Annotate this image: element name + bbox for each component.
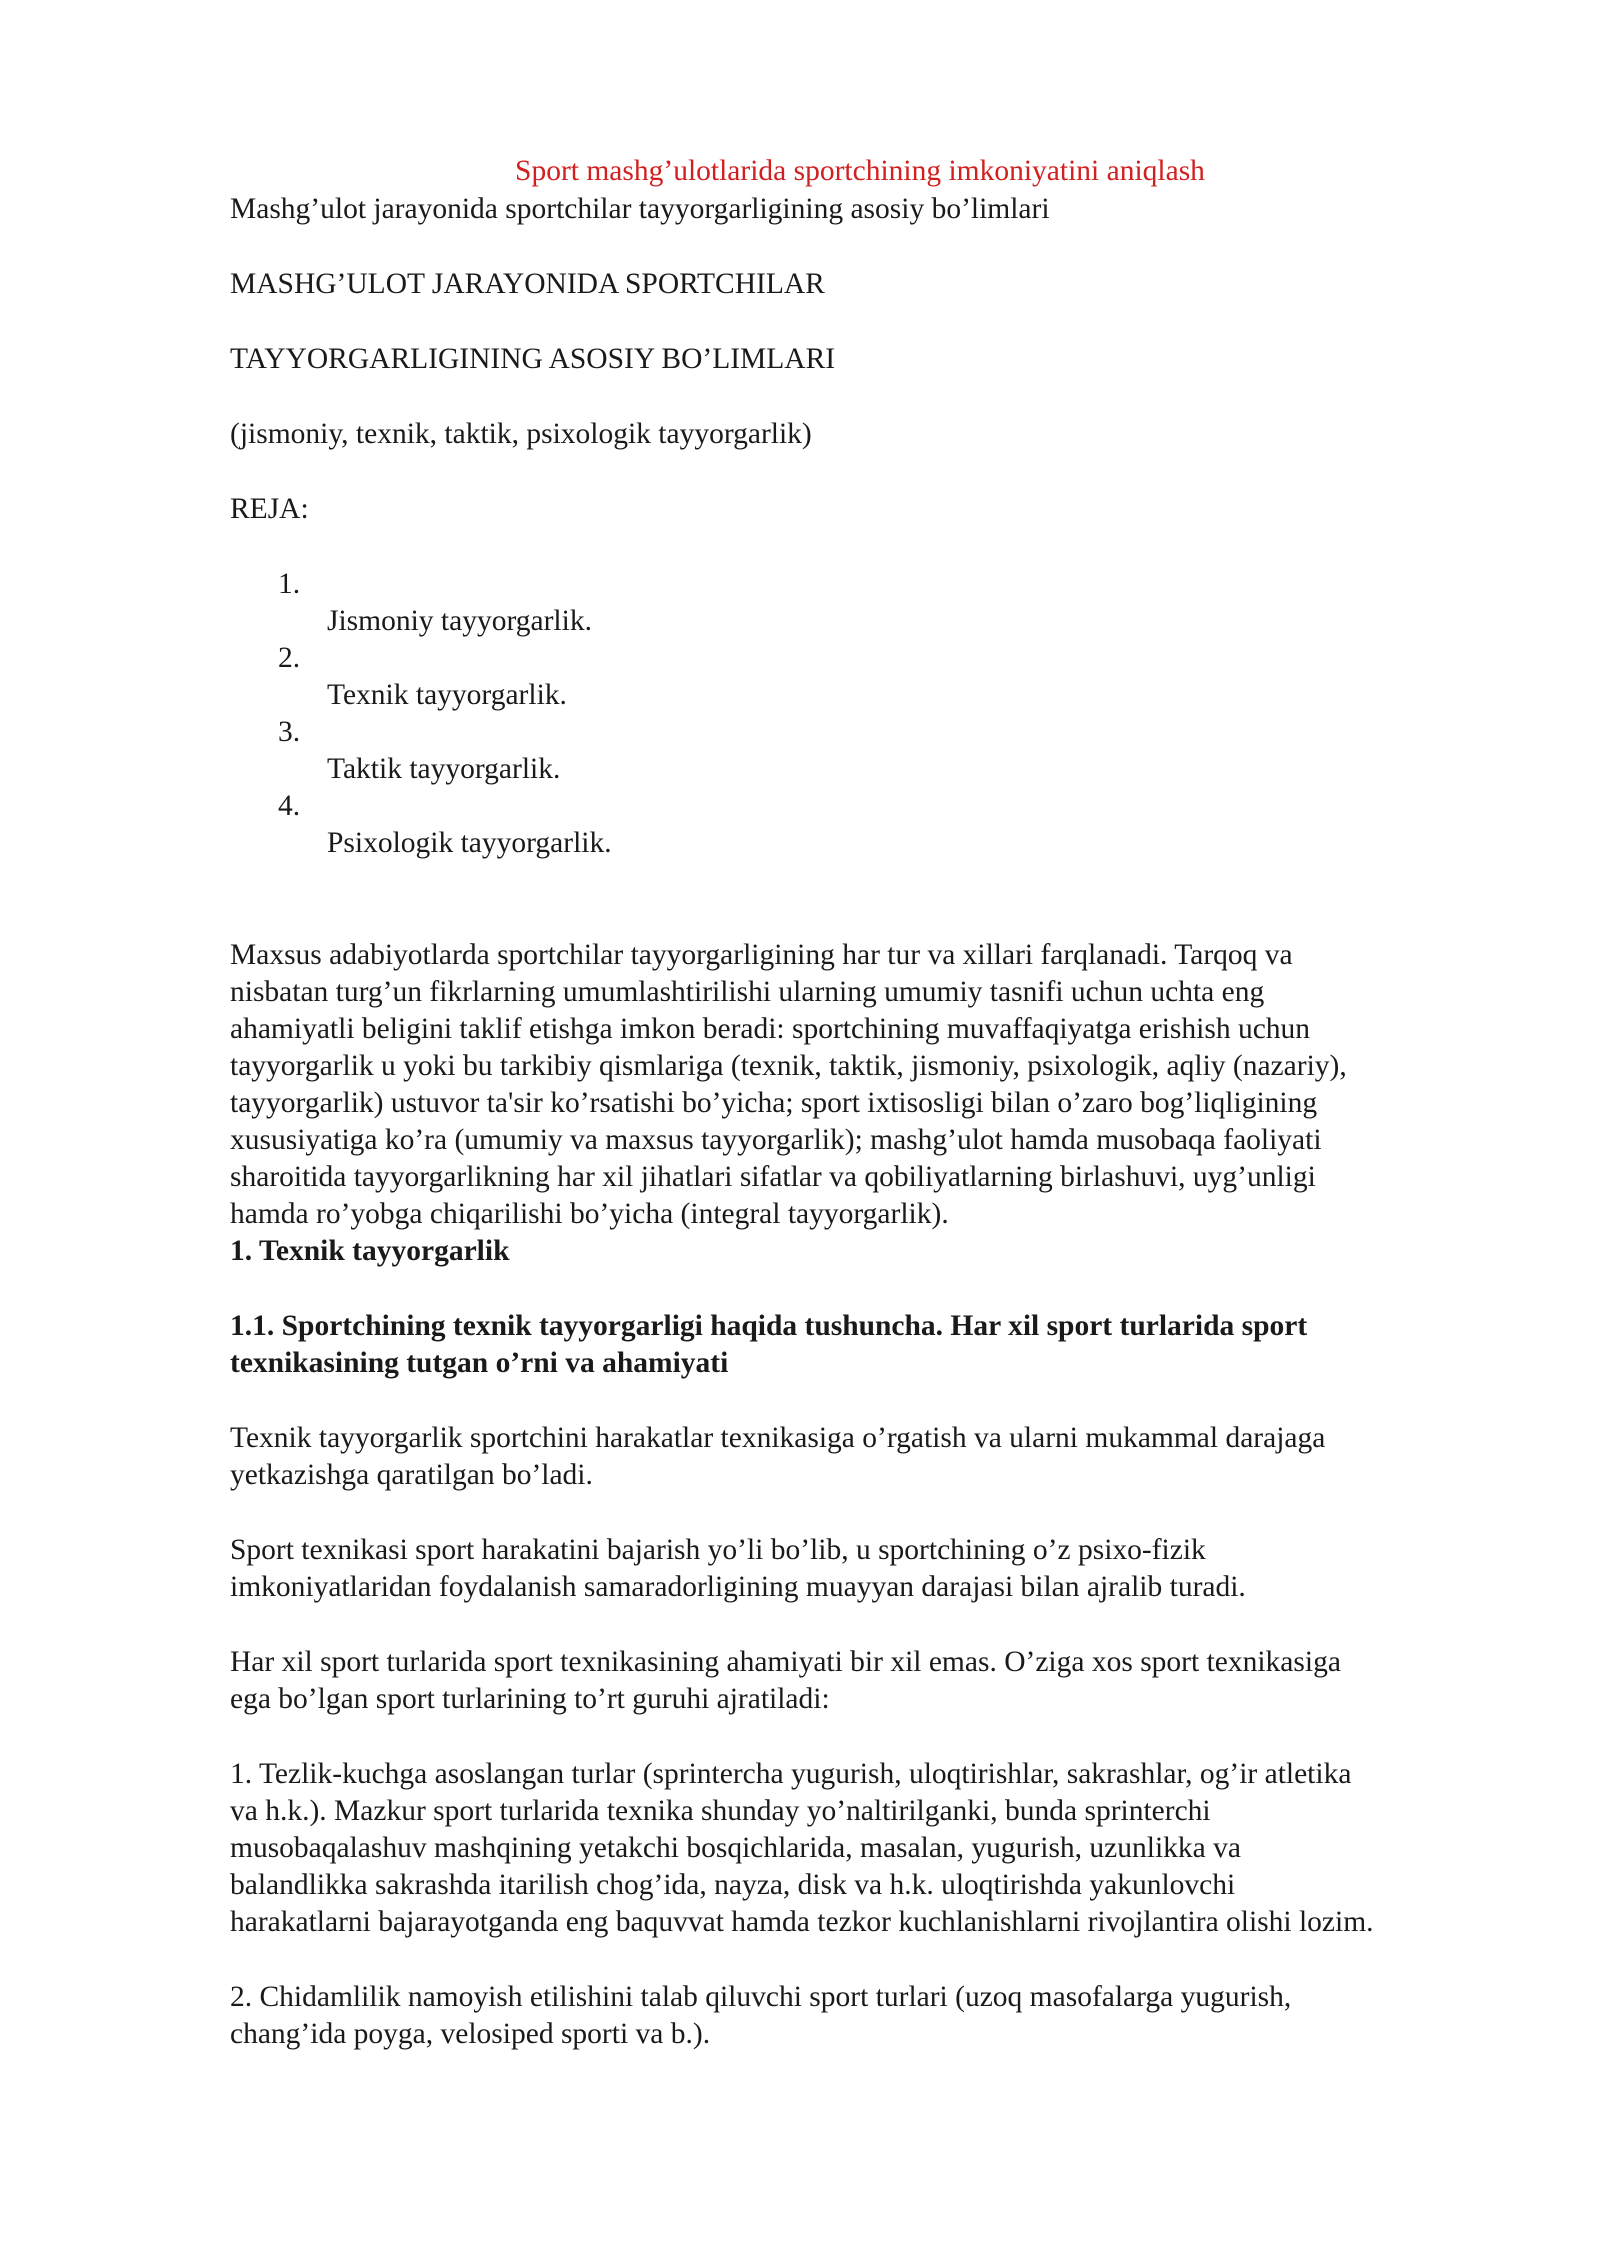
group-1-paragraph — [230, 1756, 1510, 1941]
document-title: Sport mashg’ulotlarida sportchining imkoniyatini aniqlash — [515, 155, 1205, 187]
sport-groups-paragraph — [230, 1644, 1510, 1718]
paragraph-line: harakatlarni bajarayotganda eng baquvvat hamda tezkor kuchlanishlarni rivojlantira olishi lozim. — [230, 1906, 1374, 1938]
paragraph-line: imkoniyatlaridan foydalanish samaradorligining muayyan darajasi bilan ajralib turadi. — [230, 1571, 1246, 1603]
paragraph-line: hamda ro’yobga chiqarilishi bo’yicha (integral tayyorgarlik). — [230, 1198, 949, 1230]
plan-label: REJA: — [230, 493, 309, 525]
sport-technique-paragraph — [230, 1532, 1510, 1606]
section-1-1-heading — [230, 1308, 1510, 1382]
paragraph-line: va h.k.). Mazkur sport turlarida texnika shunday yo’naltirilganki, bunda sprinterchi — [230, 1795, 1211, 1827]
paragraph-line: ahamiyatli beligini taklif etishga imkon beradi: sportchining muvaffaqiyatga erishish uchun — [230, 1013, 1311, 1045]
section-1-heading: 1. Texnik tayyorgarlik — [230, 1235, 510, 1267]
paragraph-line: 2. Chidamlilik namoyish etilishini talab qiluvchi sport turlari (uzoq masofalarga yugurish, — [230, 1981, 1292, 2013]
paragraph-line: Har xil sport turlarida sport texnikasining ahamiyati bir xil emas. O’ziga xos sport texnikasiga — [230, 1646, 1341, 1678]
paragraph-line: Texnik tayyorgarlik sportchini harakatlar texnikasiga o’rgatish va ularni mukammal darajaga — [230, 1422, 1326, 1454]
group-2-paragraph — [230, 1979, 1510, 2053]
paragraph-line: nisbatan turg’un fikrlarning umumlashtirilishi ularning umumiy tasnifi uchun uchta eng — [230, 976, 1265, 1008]
section-heading-line-1: MASHG’ULOT JARAYONIDA SPORTCHILAR — [230, 268, 825, 300]
paragraph-line: Maxsus adabiyotlarda sportchilar tayyorgarligining har tur va xillari farqlanadi. Tarqoq va — [230, 939, 1293, 971]
plan-item-number: 2. — [278, 642, 301, 674]
heading-line: texnikasining tutgan o’rni va ahamiyati — [230, 1347, 729, 1379]
paragraph-line: yetkazishga qaratilgan bo’ladi. — [230, 1459, 593, 1491]
plan-item-text: Psixologik tayyorgarlik. — [327, 827, 612, 859]
heading-line: 1.1. Sportchining texnik tayyorgarligi haqida tushuncha. Har xil sport turlarida sport — [230, 1310, 1308, 1342]
plan-item-number: 4. — [278, 790, 301, 822]
paragraph-line: ega bo’lgan sport turlarining to’rt guruhi ajratiladi: — [230, 1683, 830, 1715]
plan-item-text: Texnik tayyorgarlik. — [327, 679, 567, 711]
plan-item-number: 1. — [278, 568, 301, 600]
paragraph-line: tayyorgarlik) ustuvor ta'sir ko’rsatishi bo’yicha; sport ixtisosligi bilan o’zaro bog’liqligining — [230, 1087, 1318, 1119]
document-subtitle: Mashg’ulot jarayonida sportchilar tayyorgarligining asosiy bo’limlari — [230, 193, 1050, 225]
plan-item-number: 3. — [278, 716, 301, 748]
technical-preparation-paragraph — [230, 1420, 1510, 1494]
section-heading-line-2: TAYYORGARLIGINING ASOSIY BO’LIMLARI — [230, 343, 836, 375]
paragraph-line: sharoitida tayyorgarlikning har xil jihatlari sifatlar va qobiliyatlarning birlashuvi, uyg’unligi — [230, 1161, 1316, 1193]
paragraph-line: 1. Tezlik-kuchga asoslangan turlar (sprintercha yugurish, uloqtirishlar, sakrashlar, og’ir atletika — [230, 1758, 1352, 1790]
scope-text: (jismoniy, texnik, taktik, psixologik tayyorgarlik) — [230, 418, 812, 450]
plan-item-text: Jismoniy tayyorgarlik. — [327, 605, 592, 637]
paragraph-line: chang’ida poyga, velosiped sporti va b.). — [230, 2018, 711, 2050]
paragraph-line: tayyorgarlik u yoki bu tarkibiy qismlariga (texnik, taktik, jismoniy, psixologik, aqliy (nazariy), — [230, 1050, 1347, 1082]
paragraph-line: xususiyatiga ko’ra (umumiy va maxsus tayyorgarlik); mashg’ulot hamda musobaqa faoliyati — [230, 1124, 1322, 1156]
intro-paragraph — [230, 937, 1510, 1270]
paragraph-line: balandlikka sakrashda itarilish chog’ida, nayza, disk va h.k. uloqtirishda yakunlovchi — [230, 1869, 1236, 1901]
plan-item-text: Taktik tayyorgarlik. — [327, 753, 561, 785]
paragraph-line: Sport texnikasi sport harakatini bajarish yo’li bo’lib, u sportchining o’z psixo-fizik — [230, 1534, 1206, 1566]
paragraph-line: musobaqalashuv mashqining yetakchi bosqichlarida, masalan, yugurish, uzunlikka va — [230, 1832, 1241, 1864]
